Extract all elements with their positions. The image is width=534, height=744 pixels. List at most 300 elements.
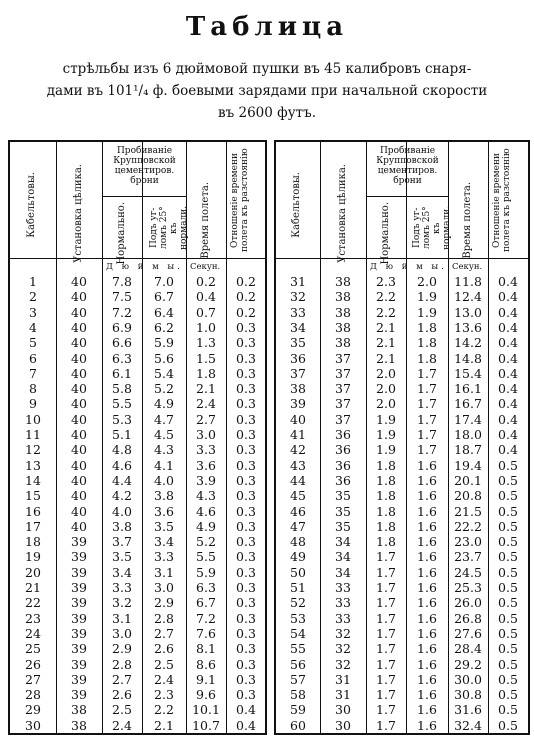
cell-sight: 34 <box>335 534 351 550</box>
cell-angle: 5.4 <box>154 365 174 381</box>
table-row <box>276 488 528 504</box>
cell-ratio: 0.3 <box>236 687 256 703</box>
cell-cable: 49 <box>290 549 306 565</box>
table-row <box>10 672 265 688</box>
cell-normal: 2.8 <box>112 656 132 672</box>
cell-sight: 30 <box>335 702 351 718</box>
cell-cable: 39 <box>290 396 306 412</box>
cell-angle: 6.7 <box>154 289 174 305</box>
cell-cable: 31 <box>290 274 306 289</box>
cell-time: 0.2 <box>196 274 216 289</box>
cell-ratio: 0.3 <box>236 580 256 595</box>
cell-angle: 3.3 <box>154 549 174 565</box>
cell-angle: 2.7 <box>154 625 174 641</box>
cell-cable: 23 <box>25 610 41 626</box>
cell-angle: 1.9 <box>417 304 437 320</box>
cell-cable: 37 <box>290 365 306 381</box>
cell-time: 7.2 <box>196 610 216 626</box>
table-row <box>10 595 265 611</box>
cell-time: 9.6 <box>196 687 216 703</box>
cell-normal: 1.8 <box>376 457 396 473</box>
header-time: Время полета. <box>200 182 211 259</box>
cell-normal: 4.6 <box>112 457 132 473</box>
table-row <box>276 427 528 443</box>
cell-cable: 48 <box>290 534 306 550</box>
cell-normal: 1.7 <box>376 595 396 611</box>
cell-sight: 34 <box>335 564 351 580</box>
table-row <box>10 504 265 520</box>
cell-time: 2.1 <box>196 381 216 397</box>
cell-ratio: 0.4 <box>498 274 518 289</box>
cell-cable: 28 <box>25 687 41 703</box>
table-row <box>10 641 265 657</box>
subtitle-line: стрѣльбы изъ 6 дюймовой пушки въ 45 калибровъ снаря- <box>62 61 472 77</box>
cell-cable: 51 <box>290 580 306 595</box>
page-title: Таблица <box>185 12 349 42</box>
cell-sight: 40 <box>71 396 87 412</box>
cell-time: 20.1 <box>454 472 482 488</box>
cell-angle: 3.0 <box>154 580 174 595</box>
subtitle <box>14 58 520 124</box>
cell-normal: 2.1 <box>376 350 396 366</box>
cell-normal: 1.9 <box>376 442 396 458</box>
cell-time: 5.5 <box>196 549 216 565</box>
table-row <box>10 626 265 642</box>
cell-ratio: 0.3 <box>236 381 256 397</box>
cell-time: 1.0 <box>196 319 216 335</box>
cell-ratio: 0.5 <box>498 641 518 657</box>
cell-ratio: 0.3 <box>236 411 256 427</box>
cell-cable: 25 <box>25 641 41 657</box>
table-row <box>276 626 528 642</box>
cell-sight: 30 <box>335 717 351 733</box>
cell-angle: 1.6 <box>417 625 437 641</box>
cell-angle: 4.0 <box>154 472 174 488</box>
cell-angle: 1.6 <box>417 610 437 626</box>
cell-time: 4.9 <box>196 518 216 534</box>
cell-ratio: 0.4 <box>498 427 518 442</box>
cell-angle: 2.2 <box>154 702 174 718</box>
cell-cable: 5 <box>29 335 37 351</box>
cell-time: 11.8 <box>454 274 482 289</box>
table-left <box>8 140 267 735</box>
cell-normal: 4.8 <box>112 442 132 458</box>
cell-angle: 3.6 <box>154 503 174 519</box>
cell-time: 10.1 <box>192 702 220 718</box>
cell-ratio: 0.2 <box>236 289 256 305</box>
cell-normal: 2.1 <box>376 319 396 335</box>
cell-normal: 7.2 <box>112 304 132 320</box>
cell-normal: 2.5 <box>112 702 132 718</box>
cell-normal: 7.5 <box>112 289 132 305</box>
cell-time: 12.4 <box>454 289 482 305</box>
cell-cable: 8 <box>29 381 37 397</box>
cell-sight: 40 <box>71 442 87 458</box>
header-cable: Кабельтовы. <box>291 172 302 238</box>
cell-time: 8.6 <box>196 656 216 672</box>
unit-inches: Д ю й м ы. <box>370 262 447 272</box>
cell-normal: 1.7 <box>376 656 396 672</box>
cell-ratio: 0.2 <box>236 304 256 320</box>
cell-ratio: 0.5 <box>498 717 518 733</box>
table-row <box>276 534 528 550</box>
cell-time: 1.3 <box>196 335 216 351</box>
cell-angle: 5.2 <box>154 381 174 397</box>
cell-normal: 1.7 <box>376 717 396 733</box>
header-penetration: Пробиваніе Крупповской цементиров. брони <box>113 146 176 186</box>
unit-seconds: Секун. <box>190 262 221 272</box>
cell-cable: 46 <box>290 503 306 519</box>
cell-normal: 4.2 <box>112 488 132 504</box>
cell-ratio: 0.3 <box>236 595 256 611</box>
cell-ratio: 0.3 <box>236 564 256 580</box>
cell-cable: 32 <box>290 289 306 305</box>
cell-sight: 35 <box>335 503 351 519</box>
cell-time: 3.6 <box>196 457 216 473</box>
cell-angle: 6.4 <box>154 304 174 320</box>
cell-sight: 39 <box>71 641 87 657</box>
cell-time: 24.5 <box>454 564 482 580</box>
cell-cable: 7 <box>29 365 37 381</box>
cell-normal: 1.7 <box>376 687 396 703</box>
header-angle: Подъ уг- ломъ 25° къ нормали. <box>412 205 452 251</box>
cell-ratio: 0.5 <box>498 671 518 687</box>
cell-angle: 1.6 <box>417 534 437 550</box>
cell-angle: 2.5 <box>154 656 174 672</box>
cell-normal: 2.9 <box>112 641 132 657</box>
cell-normal: 3.8 <box>112 518 132 534</box>
table-row <box>276 412 528 428</box>
cell-normal: 6.3 <box>112 350 132 366</box>
cell-sight: 36 <box>335 427 351 442</box>
cell-ratio: 0.5 <box>498 595 518 611</box>
cell-angle: 1.6 <box>417 641 437 657</box>
cell-angle: 1.6 <box>417 580 437 595</box>
cell-normal: 1.7 <box>376 641 396 657</box>
table-row <box>10 565 265 581</box>
cell-ratio: 0.3 <box>236 427 256 442</box>
cell-ratio: 0.3 <box>236 641 256 657</box>
cell-ratio: 0.5 <box>498 564 518 580</box>
cell-cable: 20 <box>25 564 41 580</box>
cell-ratio: 0.3 <box>236 442 256 458</box>
cell-angle: 1.6 <box>417 549 437 565</box>
cell-angle: 2.0 <box>417 274 437 289</box>
cell-normal: 1.8 <box>376 518 396 534</box>
cell-time: 2.7 <box>196 411 216 427</box>
cell-time: 8.1 <box>196 641 216 657</box>
cell-ratio: 0.3 <box>236 472 256 488</box>
cell-time: 29.2 <box>454 656 482 672</box>
header-cable: Кабельтовы. <box>26 172 37 238</box>
cell-sight: 40 <box>71 365 87 381</box>
cell-cable: 52 <box>290 595 306 611</box>
cell-normal: 1.7 <box>376 610 396 626</box>
cell-time: 6.3 <box>196 580 216 595</box>
table-row <box>276 565 528 581</box>
cell-normal: 1.9 <box>376 427 396 442</box>
cell-angle: 1.6 <box>417 518 437 534</box>
cell-sight: 40 <box>71 427 87 442</box>
cell-time: 30.0 <box>454 671 482 687</box>
cell-ratio: 0.2 <box>236 274 256 289</box>
cell-angle: 4.5 <box>154 427 174 442</box>
cell-angle: 1.6 <box>417 457 437 473</box>
cell-angle: 1.6 <box>417 702 437 718</box>
cell-time: 2.4 <box>196 396 216 412</box>
cell-normal: 1.8 <box>376 503 396 519</box>
cell-sight: 40 <box>71 457 87 473</box>
cell-ratio: 0.3 <box>236 319 256 335</box>
cell-time: 7.6 <box>196 625 216 641</box>
table-row <box>10 580 265 596</box>
cell-normal: 1.7 <box>376 549 396 565</box>
cell-ratio: 0.3 <box>236 350 256 366</box>
cell-angle: 3.5 <box>154 518 174 534</box>
cell-cable: 22 <box>25 595 41 611</box>
cell-ratio: 0.5 <box>498 702 518 718</box>
table-row <box>10 289 265 305</box>
cell-sight: 40 <box>71 503 87 519</box>
cell-ratio: 0.3 <box>236 625 256 641</box>
cell-sight: 39 <box>71 595 87 611</box>
cell-normal: 6.6 <box>112 335 132 351</box>
cell-cable: 6 <box>29 350 37 366</box>
cell-cable: 13 <box>25 457 41 473</box>
cell-angle: 2.3 <box>154 687 174 703</box>
cell-sight: 32 <box>335 641 351 657</box>
table-row <box>276 289 528 305</box>
cell-normal: 5.8 <box>112 381 132 397</box>
cell-angle: 2.9 <box>154 595 174 611</box>
table-row <box>276 381 528 397</box>
table-row <box>276 366 528 382</box>
header-sight: Установка цѣлика. <box>73 164 84 263</box>
cell-cable: 33 <box>290 304 306 320</box>
cell-time: 27.6 <box>454 625 482 641</box>
header-angle: Подъ уг- ломъ 25° къ нормали. <box>149 205 189 251</box>
cell-ratio: 0.3 <box>236 457 256 473</box>
cell-angle: 2.6 <box>154 641 174 657</box>
table-row <box>10 458 265 474</box>
cell-normal: 2.2 <box>376 289 396 305</box>
cell-normal: 3.5 <box>112 549 132 565</box>
cell-sight: 39 <box>71 687 87 703</box>
cell-sight: 38 <box>335 289 351 305</box>
table-row <box>276 305 528 321</box>
cell-sight: 40 <box>71 381 87 397</box>
cell-cable: 44 <box>290 472 306 488</box>
table-row <box>10 657 265 673</box>
cell-sight: 36 <box>335 472 351 488</box>
cell-angle: 1.8 <box>417 335 437 351</box>
cell-ratio: 0.4 <box>498 411 518 427</box>
cell-ratio: 0.3 <box>236 549 256 565</box>
cell-ratio: 0.3 <box>236 656 256 672</box>
cell-cable: 12 <box>25 442 41 458</box>
cell-cable: 60 <box>290 717 306 733</box>
cell-time: 0.7 <box>196 304 216 320</box>
cell-cable: 18 <box>25 534 41 550</box>
cell-sight: 40 <box>71 274 87 289</box>
cell-ratio: 0.3 <box>236 503 256 519</box>
cell-normal: 3.4 <box>112 564 132 580</box>
cell-cable: 42 <box>290 442 306 458</box>
cell-cable: 58 <box>290 687 306 703</box>
table-row <box>276 335 528 351</box>
cell-cable: 29 <box>25 702 41 718</box>
cell-normal: 2.3 <box>376 274 396 289</box>
header-time: Время полета. <box>462 182 473 259</box>
cell-time: 16.1 <box>454 381 482 397</box>
table-row <box>10 687 265 703</box>
cell-time: 9.1 <box>196 671 216 687</box>
table-row <box>10 396 265 412</box>
cell-normal: 2.1 <box>376 335 396 351</box>
cell-cable: 57 <box>290 671 306 687</box>
cell-time: 26.0 <box>454 595 482 611</box>
cell-angle: 3.1 <box>154 564 174 580</box>
table-row <box>10 412 265 428</box>
cell-normal: 2.2 <box>376 304 396 320</box>
cell-time: 1.5 <box>196 350 216 366</box>
cell-angle: 1.7 <box>417 396 437 412</box>
table-row <box>10 442 265 458</box>
cell-ratio: 0.3 <box>236 518 256 534</box>
cell-normal: 1.8 <box>376 472 396 488</box>
cell-normal: 5.5 <box>112 396 132 412</box>
table-row <box>276 504 528 520</box>
cell-time: 4.6 <box>196 503 216 519</box>
cell-angle: 4.3 <box>154 442 174 458</box>
cell-time: 25.3 <box>454 580 482 595</box>
cell-sight: 39 <box>71 549 87 565</box>
cell-ratio: 0.4 <box>498 365 518 381</box>
cell-ratio: 0.4 <box>498 442 518 458</box>
table-row <box>276 320 528 336</box>
cell-time: 21.5 <box>454 503 482 519</box>
cell-time: 5.9 <box>196 564 216 580</box>
cell-normal: 3.1 <box>112 610 132 626</box>
table-row <box>10 488 265 504</box>
cell-cable: 55 <box>290 641 306 657</box>
cell-sight: 40 <box>71 335 87 351</box>
cell-time: 20.8 <box>454 488 482 504</box>
cell-ratio: 0.5 <box>498 580 518 595</box>
cell-time: 4.3 <box>196 488 216 504</box>
cell-time: 14.8 <box>454 350 482 366</box>
cell-cable: 54 <box>290 625 306 641</box>
cell-time: 3.0 <box>196 427 216 442</box>
cell-angle: 1.6 <box>417 564 437 580</box>
cell-normal: 3.7 <box>112 534 132 550</box>
table-row <box>276 473 528 489</box>
table-row <box>276 687 528 703</box>
cell-sight: 33 <box>335 610 351 626</box>
cell-ratio: 0.3 <box>236 534 256 550</box>
cell-angle: 4.9 <box>154 396 174 412</box>
header-normal: Нормально. <box>380 202 391 265</box>
cell-cable: 35 <box>290 335 306 351</box>
cell-sight: 37 <box>335 411 351 427</box>
table-row <box>10 274 265 290</box>
cell-angle: 1.6 <box>417 595 437 611</box>
cell-time: 32.4 <box>454 717 482 733</box>
cell-sight: 35 <box>335 488 351 504</box>
cell-ratio: 0.3 <box>236 365 256 381</box>
cell-cable: 41 <box>290 427 306 442</box>
header-sight: Установка цѣлика. <box>337 164 348 263</box>
cell-sight: 33 <box>335 580 351 595</box>
cell-time: 23.7 <box>454 549 482 565</box>
cell-angle: 1.6 <box>417 687 437 703</box>
cell-normal: 2.6 <box>112 687 132 703</box>
cell-ratio: 0.5 <box>498 549 518 565</box>
cell-sight: 39 <box>71 610 87 626</box>
cell-normal: 1.7 <box>376 702 396 718</box>
table-row <box>276 519 528 535</box>
cell-ratio: 0.5 <box>498 656 518 672</box>
cell-angle: 1.7 <box>417 411 437 427</box>
cell-ratio: 0.5 <box>498 625 518 641</box>
cell-normal: 1.7 <box>376 564 396 580</box>
header-normal: Нормально. <box>116 202 127 265</box>
cell-ratio: 0.4 <box>498 319 518 335</box>
cell-cable: 3 <box>29 304 37 320</box>
table-row <box>276 396 528 412</box>
table-right <box>274 140 530 735</box>
cell-angle: 6.2 <box>154 319 174 335</box>
cell-normal: 1.7 <box>376 625 396 641</box>
cell-time: 26.8 <box>454 610 482 626</box>
cell-cable: 40 <box>290 411 306 427</box>
cell-ratio: 0.3 <box>236 671 256 687</box>
cell-sight: 32 <box>335 656 351 672</box>
cell-time: 16.7 <box>454 396 482 412</box>
cell-angle: 1.6 <box>417 503 437 519</box>
table-row <box>10 305 265 321</box>
cell-normal: 1.8 <box>376 534 396 550</box>
table-row <box>276 274 528 290</box>
cell-time: 23.0 <box>454 534 482 550</box>
cell-sight: 37 <box>335 396 351 412</box>
table-row <box>10 351 265 367</box>
cell-sight: 37 <box>335 365 351 381</box>
cell-sight: 40 <box>71 472 87 488</box>
table-row <box>276 458 528 474</box>
cell-angle: 4.7 <box>154 411 174 427</box>
cell-time: 6.7 <box>196 595 216 611</box>
cell-cable: 43 <box>290 457 306 473</box>
cell-sight: 37 <box>335 381 351 397</box>
cell-time: 0.4 <box>196 289 216 305</box>
cell-ratio: 0.4 <box>498 289 518 305</box>
cell-sight: 38 <box>335 335 351 351</box>
cell-sight: 31 <box>335 671 351 687</box>
cell-normal: 4.4 <box>112 472 132 488</box>
cell-sight: 38 <box>335 304 351 320</box>
cell-cable: 24 <box>25 625 41 641</box>
cell-time: 10.7 <box>192 717 220 733</box>
cell-ratio: 0.5 <box>498 488 518 504</box>
cell-normal: 1.7 <box>376 580 396 595</box>
cell-sight: 40 <box>71 350 87 366</box>
cell-time: 22.2 <box>454 518 482 534</box>
cell-cable: 15 <box>25 488 41 504</box>
cell-normal: 3.0 <box>112 625 132 641</box>
cell-ratio: 0.5 <box>498 472 518 488</box>
cell-time: 5.2 <box>196 534 216 550</box>
